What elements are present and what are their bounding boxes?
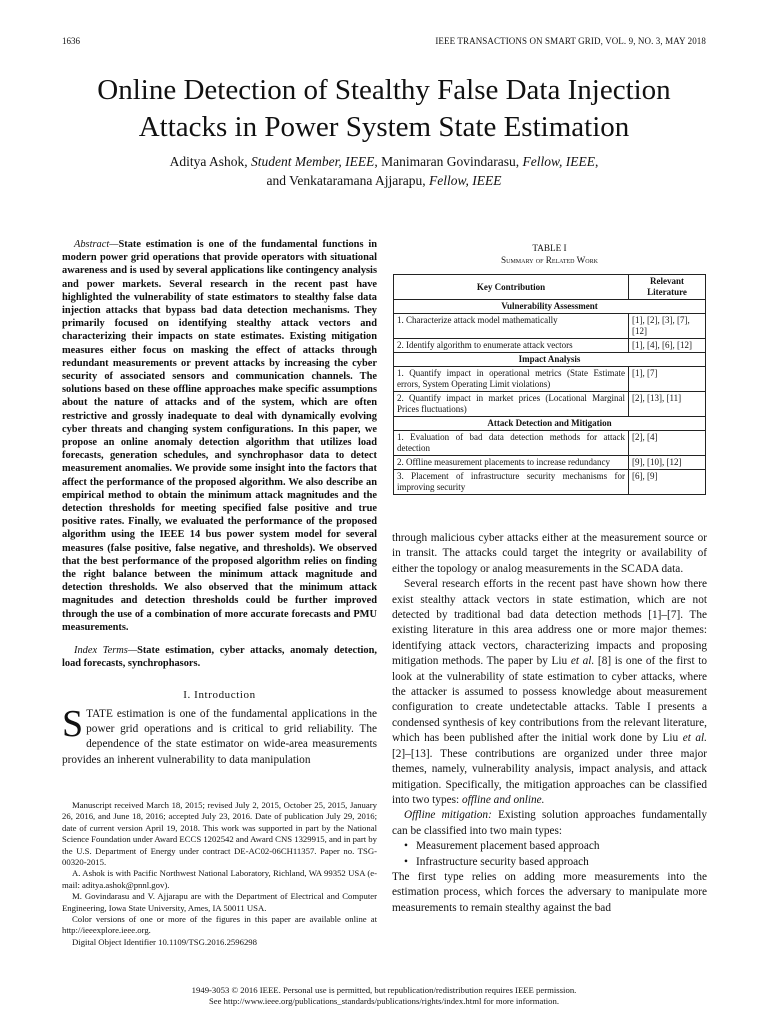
authors-line-2: and Venkataramana Ajjarapu, Fellow, IEEE bbox=[266, 173, 502, 188]
table-row bbox=[394, 339, 706, 353]
related-work-table bbox=[393, 274, 706, 495]
table-group-heading: Vulnerability Assessment bbox=[394, 300, 706, 314]
table-row bbox=[394, 470, 706, 495]
index-terms bbox=[62, 644, 377, 670]
table-cell-contribution: 1. Quantify impact in operational metrics (State Estimate errors, System Operating Limit violations) bbox=[394, 367, 629, 392]
index-terms-lead: Index Terms— bbox=[74, 645, 138, 657]
table-row bbox=[394, 392, 706, 417]
table-group-row bbox=[394, 417, 706, 431]
table-header-row bbox=[394, 275, 706, 300]
table-cell-literature: [6], [9] bbox=[629, 470, 706, 495]
copyright-line-2: See http://www.ieee.org/publications_standards/publications/rights/index.html for more information. bbox=[208, 996, 560, 1007]
paragraph-research-efforts: Several research efforts in the recent past have shown how there exist stealthy attack vectors in state estimation, which are not detected by traditional bad data detection methods [1]–[7]. The existing literature in this area address one or more major themes: identifying attack vectors, characterizing impacts and proposing mitigation methods. The paper by Liu et al. [8] is one of the first to look at the vulnerability of state estimation to cyber attacks, where the attacker is assumed to possess knowledge about measurement configuration to create undetectable attacks. Table I presents a condensed synthesis of key contributions from the relevant literature, which has been published after the initial work done by Liu et al. [2]–[13]. These contributions are organized under three major themes, namely, vulnerability analysis, impact analysis, and attack mitigation. Specifically, the mitigation approaches can be classified into two types: offline and online. bbox=[392, 578, 708, 806]
left-column bbox=[62, 238, 377, 768]
journal-header: IEEE TRANSACTIONS ON SMART GRID, VOL. 9, NO. 3, MAY 2018 bbox=[435, 36, 706, 46]
author-list bbox=[40, 152, 728, 190]
paragraph-first-type: The first type relies on adding more measurements into the estimation process, which forces the adversary to manipulate more measurements to remain stealthy against the bad bbox=[392, 870, 707, 914]
table-cell-contribution: 2. Identify algorithm to enumerate attack vectors bbox=[394, 339, 629, 353]
right-column-body bbox=[392, 531, 707, 916]
abstract-lead: Abstract— bbox=[74, 239, 119, 250]
footnote-manuscript: Manuscript received March 18, 2015; revised July 2, 2015, October 25, 2015, January 26, 2016, and June 18, 2016; accepted July 23, 2016. Date of publication July 29, 2016; date of current version April 19, 2018. This work was supported in part by the National Science Foundation under Award ECCS 1202542 and Award CNS 1329915, and in part by the U.S. Department of Energy under contract DE-AC02-06CH11357. Paper no. TSG-00320-2015. bbox=[62, 800, 377, 868]
copyright-notice bbox=[40, 985, 728, 1007]
table-row bbox=[394, 431, 706, 456]
table-cell-literature: [1], [7] bbox=[629, 367, 706, 392]
page-number: 1636 bbox=[62, 36, 80, 46]
table-group-heading: Attack Detection and Mitigation bbox=[394, 417, 706, 431]
list-item: • Measurement placement based approach bbox=[416, 839, 707, 854]
footnote-doi: Digital Object Identifier 10.1109/TSG.2016.2596298 bbox=[72, 936, 257, 947]
table-cell-contribution: 2. Quantify impact in market prices (Locational Marginal Prices fluctuations) bbox=[394, 392, 629, 417]
table-body bbox=[394, 300, 706, 495]
copyright-line-1: 1949-3053 © 2016 IEEE. Personal use is permitted, but republication/redistribution requires IEEE permission. bbox=[191, 985, 577, 995]
table-row bbox=[394, 367, 706, 392]
title-line-1: Online Detection of Stealthy False Data Injection bbox=[97, 74, 671, 106]
table-cell-contribution: 3. Placement of infrastructure security mechanisms for improving security bbox=[394, 470, 629, 495]
offline-mitigation-lead: Offline mitigation: bbox=[404, 809, 492, 822]
table-group-row bbox=[394, 353, 706, 367]
index-terms-text: State estimation, cyber attacks, anomaly detection, load forecasts, synchrophasors. bbox=[62, 645, 377, 670]
table-cell-literature: [1], [2], [3], [7], [12] bbox=[629, 314, 706, 339]
footnote-color-versions: Color versions of one or more of the figures in this paper are available online at http://ieeexplore.ieee.org. bbox=[62, 914, 377, 936]
footnotes bbox=[62, 800, 377, 948]
table-cell-contribution: 1. Evaluation of bad data detection methods for attack detection bbox=[394, 431, 629, 456]
table-cell-literature: [9], [10], [12] bbox=[629, 456, 706, 470]
right-column-table bbox=[392, 238, 707, 495]
paragraph-continuation: through malicious cyber attacks either at the measurement source or in transit. The attacks could target the integrity or availability of either the topology or analog measurements in the SCADA data. bbox=[392, 532, 707, 575]
paper-title bbox=[40, 72, 728, 146]
table-group-row bbox=[394, 300, 706, 314]
authors-line-1: Aditya Ashok, Student Member, IEEE, Manimaran Govindarasu, Fellow, IEEE, bbox=[169, 154, 599, 169]
table-label: TABLE I bbox=[532, 243, 567, 253]
section-heading-introduction: I. Introduction bbox=[183, 688, 256, 701]
table-group-heading: Impact Analysis bbox=[394, 353, 706, 367]
drop-cap: S bbox=[62, 702, 84, 745]
abstract bbox=[62, 238, 377, 634]
intro-text: TATE estimation is one of the fundamental applications in the power grid operations and is critical to grid reliability. The dependence of the state estimator on wide-area measurements provides an inherent vulnerability to data manipulation bbox=[62, 707, 377, 766]
table-header-literature: Relevant Literature bbox=[629, 275, 706, 300]
intro-paragraph bbox=[62, 702, 377, 769]
footnote-affiliation-1: A. Ashok is with Pacific Northwest National Laboratory, Richland, WA 99352 USA (e-mail: aditya.ashok@pnnl.gov). bbox=[62, 868, 377, 890]
table-cell-literature: [2], [4] bbox=[629, 431, 706, 456]
table-title: Summary of Related Work bbox=[501, 255, 598, 265]
offline-mitigation-text: Existing solution approaches fundamentally can be classified into two main types: bbox=[392, 809, 707, 837]
table-row bbox=[394, 314, 706, 339]
list-item: • Infrastructure security based approach bbox=[416, 855, 707, 870]
table-header-contribution: Key Contribution bbox=[394, 275, 629, 300]
footnote-affiliation-2: M. Govindarasu and V. Ajjarapu are with the Department of Electrical and Computer Engineering, Iowa State University, Ames, IA 50011 USA. bbox=[62, 891, 377, 913]
title-line-2: Attacks in Power System State Estimation bbox=[138, 111, 630, 143]
table-cell-literature: [1], [4], [6], [12] bbox=[629, 339, 706, 353]
abstract-text: State estimation is one of the fundamental functions in modern power grid operations that provide operators with situational awareness and is used by several applications like contingency analysis and power markets. Several research in the recent past have highlighted the vulnerability of state estimators to stealthy false data injection attacks that bypass bad data detection mechanisms. They primarily focused on identifying stealthy attack vectors and characterizing their impacts on state estimates. Existing mitigation measures either focus on masking the effect of attacks through redundant measurements or prevent attacks by increasing the cyber security of associated sensors and communication channels. The solutions based on these offline approaches make specific assumptions about the nature of attacks and of the system, which are often restrictive and grossly inadequate to deal with dynamically evolving cyber threats and changing system configurations. In this paper, we propose an online anomaly detection algorithm that utilizes load forecasts, generation schedules, and synchrophasor data to detect measurement anomalies. We provide some insight into the factors that affect the performance of the proposed algorithm. We also describe an empirical method to obtain the minimum attack magnitudes and the detection thresholds for meeting specified false positive and true positive rates. Finally, we evaluated the performance of the proposed algorithm using the IEEE 14 bus power system model for several measures (false positive, false negative, and thresholds). We observed that the best performance of the proposed algorithm relies on finding the right balance between the minimum attack magnitude and detection thresholds. We also observed that the minimum attack magnitudes and detection thresholds could be further improved through the use of a combination of more accurate forecasts and PMU measurements. bbox=[62, 239, 377, 633]
mitigation-bullets bbox=[392, 839, 707, 870]
table-caption bbox=[392, 242, 707, 266]
paragraph-offline-mitigation bbox=[392, 808, 707, 839]
table-cell-contribution: 1. Characterize attack model mathematically bbox=[394, 314, 629, 339]
table-cell-literature: [2], [13], [11] bbox=[629, 392, 706, 417]
table-cell-contribution: 2. Offline measurement placements to increase redundancy bbox=[394, 456, 629, 470]
table-row bbox=[394, 456, 706, 470]
